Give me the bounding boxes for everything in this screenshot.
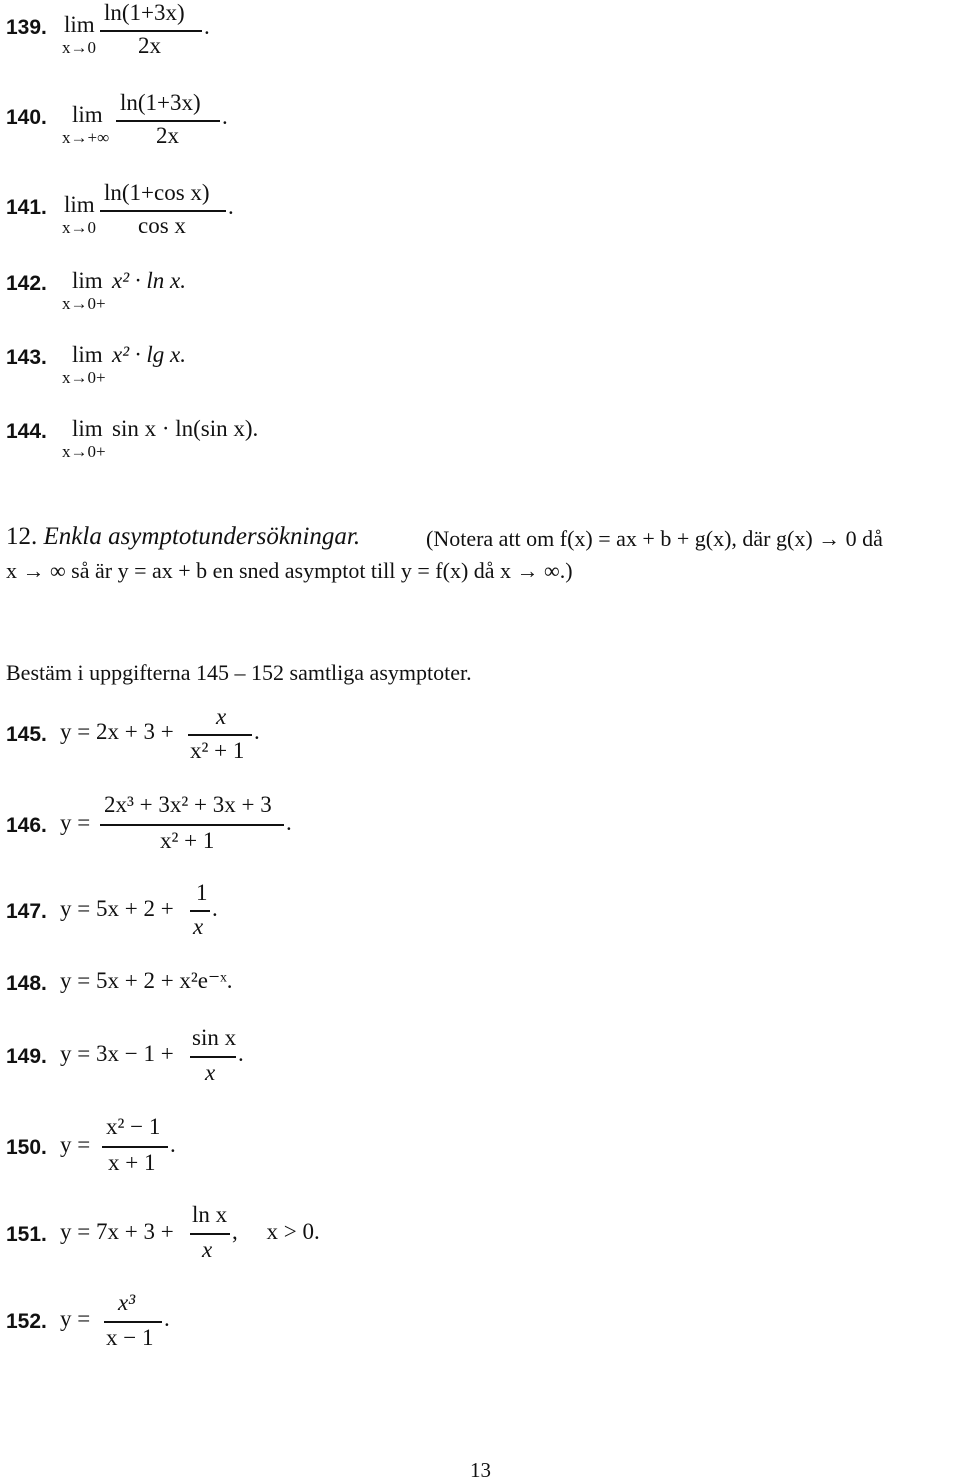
fraction-denominator: x + 1 [108,1150,156,1175]
period: . [212,896,218,921]
fraction-denominator: cos x [138,213,186,238]
limit-expression: sin x · ln(sin x). [112,416,259,441]
fraction-numerator: sin x [192,1025,237,1050]
fraction-numerator: ln(1+3x) [104,0,185,25]
problem-number: 139. [6,16,47,39]
problem-number: 147. [6,900,47,923]
problem-number: 151. [6,1223,47,1246]
fraction-bar [100,30,202,32]
equation-left: y = 3x − 1 + [60,1041,174,1066]
section-note-line1: (Notera att om f(x) = ax + b + g(x), där g(x) → 0 då [426,526,883,551]
problem-number: 144. [6,420,47,443]
lim-subscript: x→0+ [62,442,106,461]
lim-operator: lim [72,102,103,127]
lim-subscript: x→0+ [62,368,106,387]
lim-operator: lim [72,416,103,441]
lim-operator: lim [64,192,95,217]
problem-number: 141. [6,196,47,219]
section-title: Enkla asymptotundersökningar. [43,523,361,550]
equation-left: y = [60,810,91,835]
fraction-numerator: ln(1+3x) [120,90,201,115]
period: . [238,1041,244,1066]
fraction-bar [190,1233,230,1235]
fraction-bar [116,120,220,122]
limit-expression: x² · lg x. [112,342,186,367]
fraction-denominator: x [202,1237,213,1262]
problem-number: 152. [6,1310,47,1333]
lim-subscript: x→0 [62,218,96,237]
period: . [164,1306,170,1331]
problem-number: 150. [6,1136,47,1159]
period: . [228,194,234,219]
page-number: 13 [470,1458,491,1482]
fraction-bar [100,824,284,826]
fraction-numerator: ln(1+cos x) [104,180,210,205]
fraction-bar [104,1321,162,1323]
problem-number: 142. [6,272,47,295]
problem-number: 146. [6,814,47,837]
period: . [222,104,228,129]
fraction-numerator: x³ [118,1290,136,1315]
equation-condition: , x > 0. [232,1219,320,1244]
lim-operator: lim [72,342,103,367]
fraction-denominator: x [193,914,204,939]
lim-subscript: x→+∞ [62,128,110,147]
problem-number: 148. [6,972,47,995]
fraction-denominator: x² + 1 [160,828,215,853]
fraction-denominator: 2x [156,123,179,148]
period: . [254,719,260,744]
problem-number: 149. [6,1045,47,1068]
instruction-text: Bestäm i uppgifterna 145 – 152 samtliga asymptoter. [6,660,472,685]
lim-subscript: x→0 [62,38,96,57]
problem-number: 140. [6,106,47,129]
period: . [204,14,210,39]
fraction-denominator: x² + 1 [190,738,245,763]
limit-expression: x² · ln x. [112,268,186,293]
equation-left: y = 5x + 2 + [60,896,174,921]
fraction-numerator: 2x³ + 3x² + 3x + 3 [104,792,272,817]
lim-subscript: x→0+ [62,294,106,313]
problem-number: 145. [6,723,47,746]
period: . [286,810,292,835]
equation-left: y = [60,1306,91,1331]
period: . [170,1132,176,1157]
fraction-denominator: 2x [138,33,161,58]
fraction-bar [190,910,210,912]
equation-left: y = 2x + 3 + [60,719,174,744]
lim-operator: lim [64,12,95,37]
fraction-bar [100,210,226,212]
equation: y = 5x + 2 + x²e⁻ˣ. [60,968,233,993]
section-number: 12. [6,523,38,550]
section-heading [6,523,360,551]
problem-number: 143. [6,346,47,369]
fraction-bar [190,1056,236,1058]
equation-left: y = 7x + 3 + [60,1219,174,1244]
section-note-line2: x → ∞ så är y = ax + b en sned asymptot till y = f(x) då x → ∞.) [6,558,573,583]
fraction-numerator: ln x [192,1202,228,1227]
fraction-numerator: 1 [196,880,208,905]
lim-operator: lim [72,268,103,293]
fraction-denominator: x [205,1060,216,1085]
fraction-numerator: x² − 1 [106,1114,161,1139]
fraction-bar [188,734,252,736]
fraction-denominator: x − 1 [106,1325,154,1350]
fraction-bar [102,1146,168,1148]
equation-left: y = [60,1132,91,1157]
fraction-numerator: x [216,704,227,729]
